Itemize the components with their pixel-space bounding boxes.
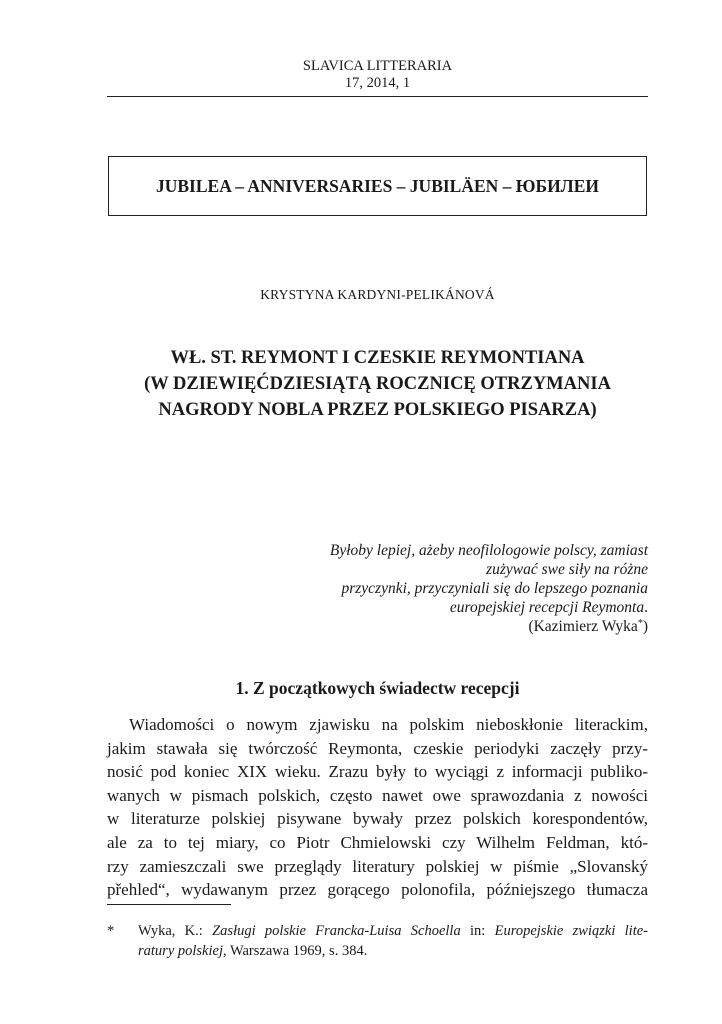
footnote — [107, 921, 648, 961]
footnote-line — [138, 921, 648, 941]
section-banner-text: JUBILEA – ANNIVERSARIES – JUBILÄEN – ЮБИЛЕИ — [155, 175, 600, 196]
footnote-book-title: Europejskie związki lite- — [494, 923, 648, 939]
footnote-mark: * — [107, 923, 115, 939]
header-rule — [107, 96, 648, 97]
journal-issue: 17, 2014, 1 — [344, 75, 411, 91]
footnote-rule — [107, 904, 231, 905]
epigraph — [280, 541, 648, 636]
body-line: jakim stawała się twórczość Reymonta, czeskie periodyki zaczęły przy- — [107, 738, 648, 758]
section-heading: 1. Z początkowych świadectw recepcji — [235, 678, 520, 698]
footnote-author: Wyka, K.: — [138, 923, 213, 939]
footnote-ref: * — [637, 618, 643, 629]
epigraph-line: Byłoby lepiej, ażeby neofilologowie polscy, zamiast — [329, 542, 648, 559]
epigraph-attribution — [280, 617, 648, 636]
body-line: Wiadomości o nowym zjawisku na polskim nieboskłonie literackim, — [129, 715, 648, 734]
running-header — [107, 58, 648, 92]
section-banner — [108, 156, 647, 216]
epigraph-line: zużywać swe siły na różne — [486, 561, 648, 578]
attribution-close: ) — [642, 618, 648, 635]
body-line: w literaturze polskiej pisywane bywały przez polskich korespondentów, — [107, 809, 648, 829]
footnote-in: in: — [460, 923, 495, 939]
title-line: (W DZIEWIĘĆDZIESIĄTĄ ROCZNICĘ OTRZYMANIA — [144, 374, 611, 394]
journal-name: SLAVICA LITTERARIA — [302, 58, 453, 74]
title-line: WŁ. ST. REYMONT I CZESKIE REYMONTIANA — [170, 348, 585, 368]
attribution-name: (Kazimierz Wyka — [528, 618, 638, 635]
footnote-book-title-cont: ratury polskiej — [138, 943, 223, 959]
footnote-line — [138, 941, 648, 961]
epigraph-line: europejskiej recepcji Reymonta — [449, 599, 645, 616]
epigraph-period: . — [644, 599, 648, 616]
body-line: přehled“, wydawanym przez gorącego polonofila, późniejszego tłumacza — [107, 880, 648, 900]
epigraph-line: przyczynki, przyczyniali się do lepszego poznania — [341, 580, 648, 597]
body-line: rzy zamieszczali swe przeglądy literatury polskiej w piśmie „Slovanský — [107, 856, 648, 876]
article-author: KRYSTYNA KARDYNI-PELIKÁNOVÁ — [260, 287, 495, 302]
footnote-publication: , Warszawa 1969, s. 384. — [222, 943, 368, 959]
body-line: nosić pod koniec XIX wieku. Zrazu były to wyciągi z informacji publiko- — [107, 762, 648, 782]
body-paragraph — [107, 713, 648, 902]
body-line: wanych w pismach polskich, często nawet owe sprawozdania z nowości — [107, 785, 648, 805]
title-line: NAGRODY NOBLA PRZEZ POLSKIEGO PISARZA) — [158, 400, 597, 420]
footnote-work-title: Zasługi polskie Francka-Luisa Schoella — [212, 923, 461, 939]
article-title — [107, 345, 648, 423]
body-line: ale za to tej miary, co Piotr Chmielowski czy Wilhelm Feldman, któ- — [107, 832, 648, 852]
